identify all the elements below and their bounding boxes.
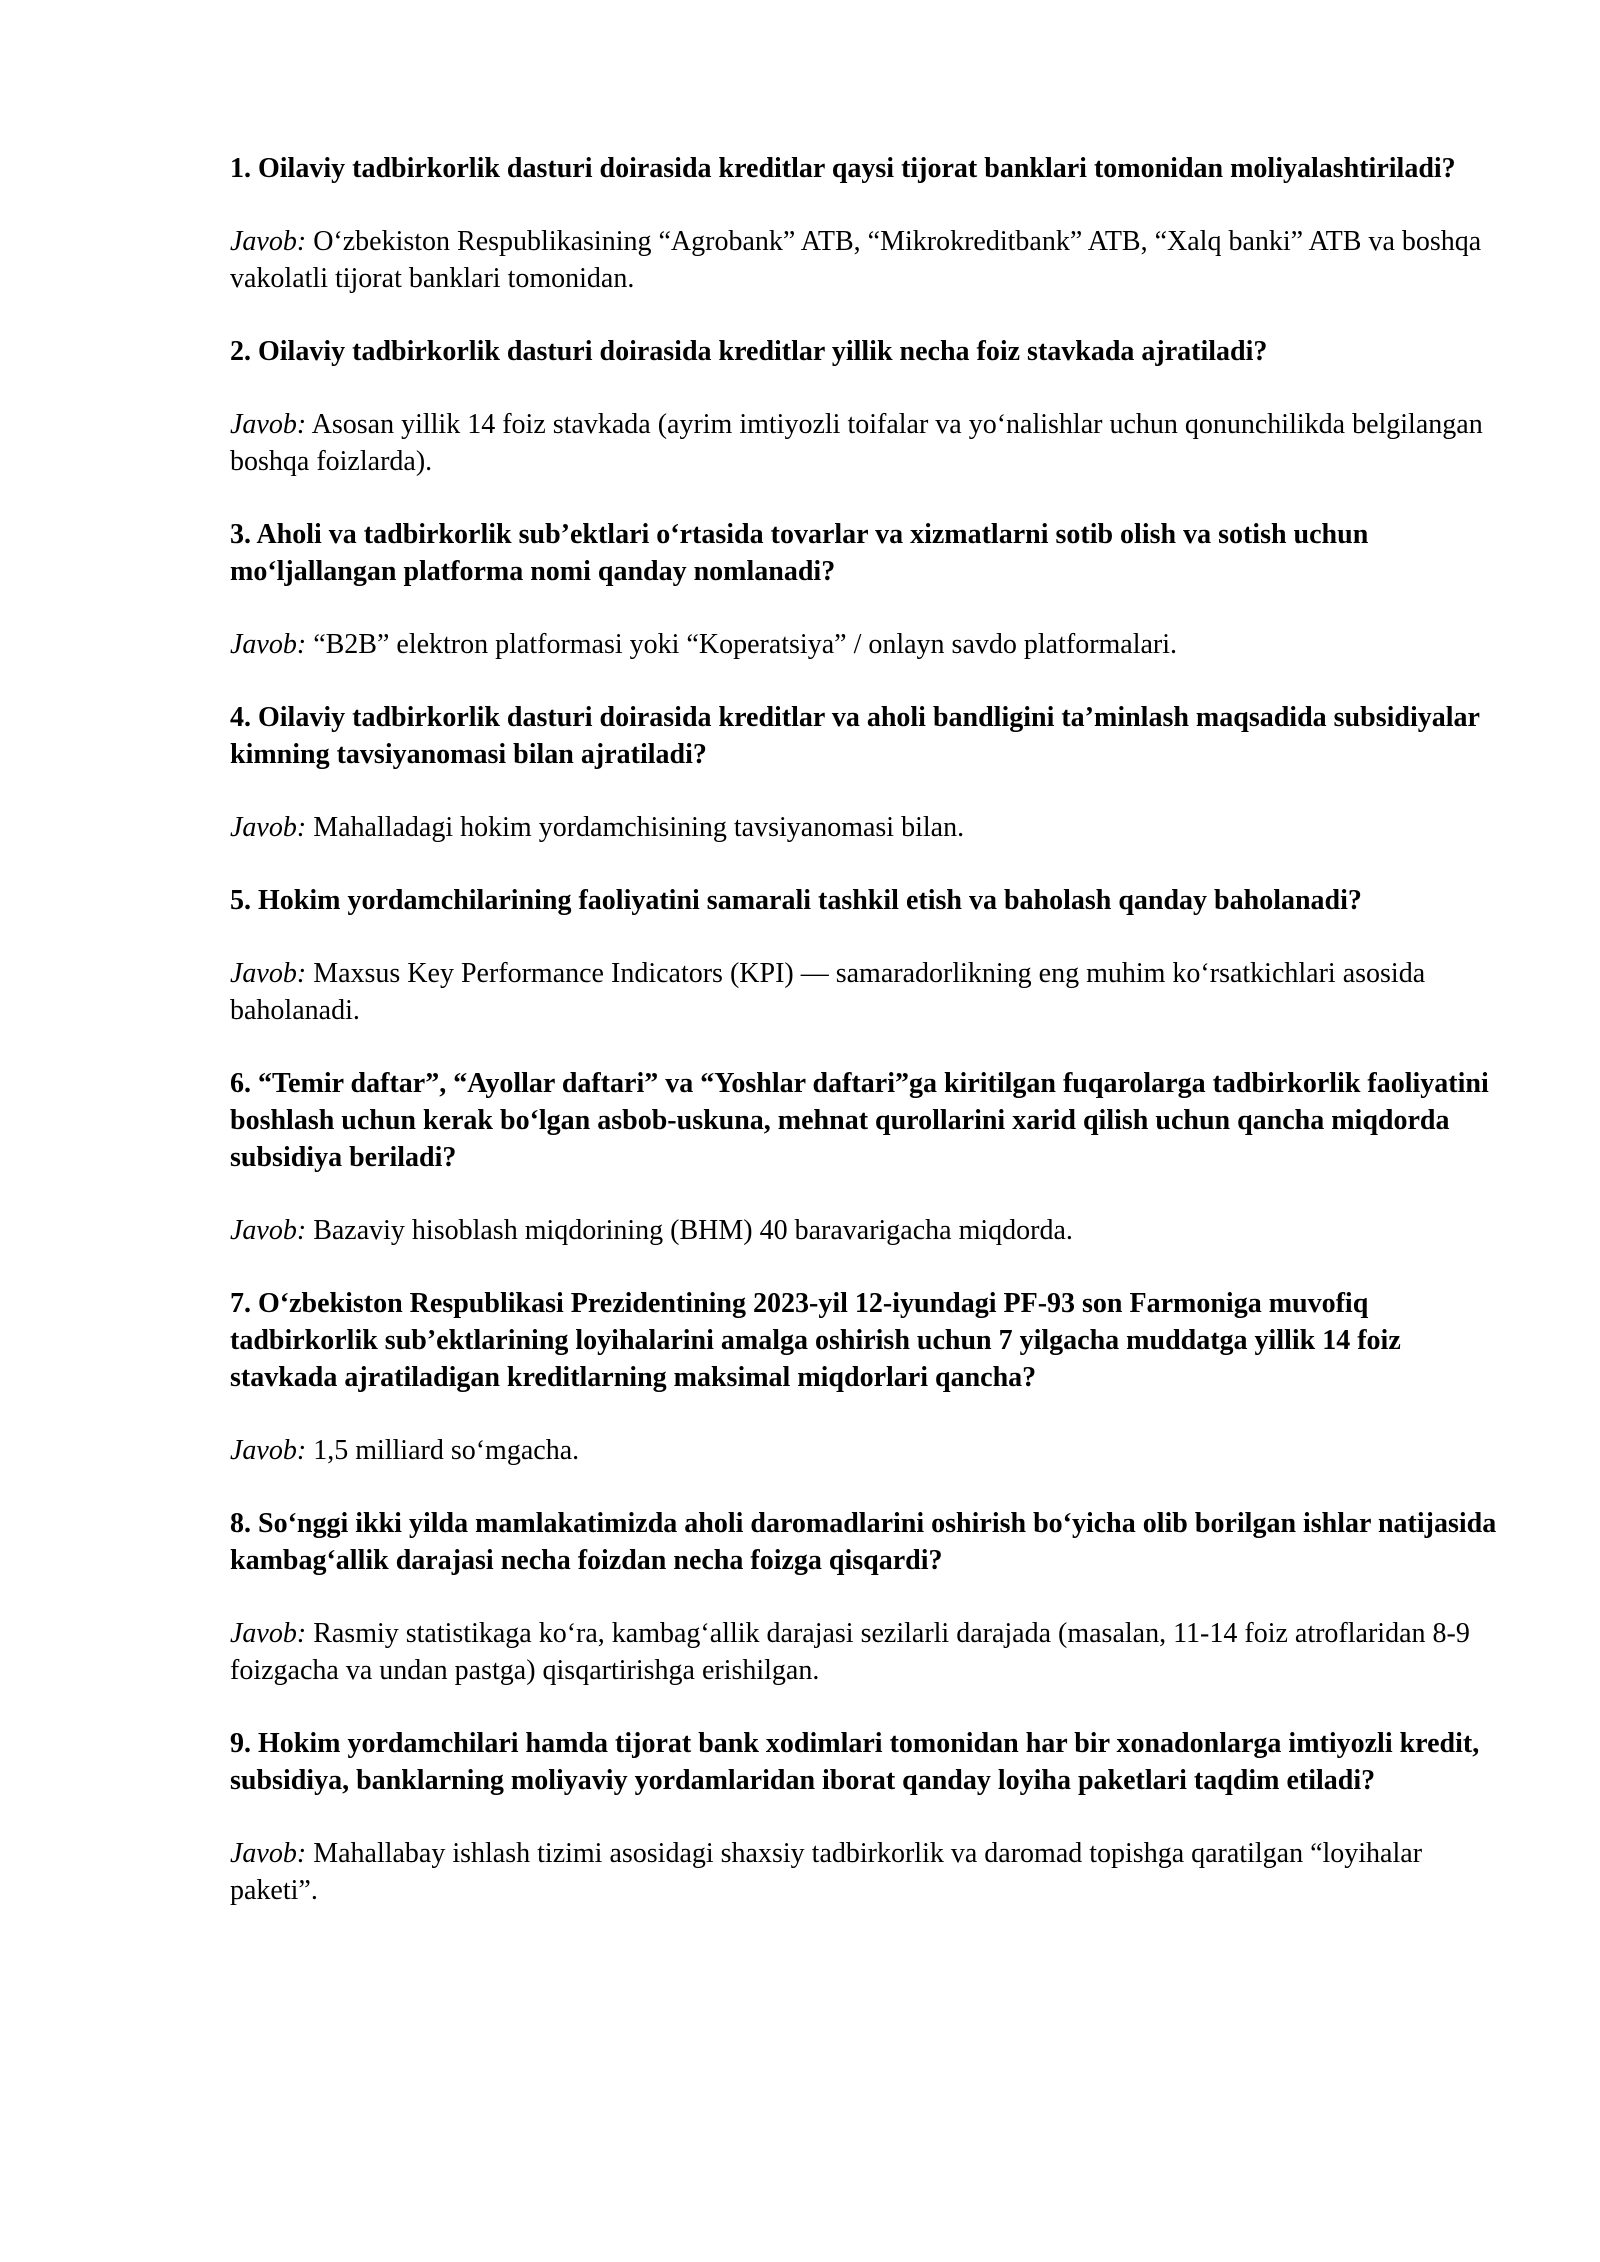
qa-item-6 [230,1065,1500,1249]
answer-6 [230,1212,1500,1249]
qa-item-1 [230,150,1500,297]
answer-label: Javob: [230,1215,307,1246]
answer-2 [230,406,1500,480]
answer-5 [230,955,1500,1029]
answer-label: Javob: [230,1838,307,1869]
qa-item-8 [230,1505,1500,1689]
question-7: 7. O‘zbekiston Respublikasi Prezidentining 2023-yil 12-iyundagi PF-93 son Farmoniga muvofiq tadbirkorlik sub’ektlarining loyihalarini amalga oshirish uchun 7 yilgacha muddatga yillik 14 foiz stavkada ajratiladigan kreditlarning maksimal miqdorlari qancha? [230,1288,1401,1393]
answer-3 [230,626,1500,663]
question-6: 6. “Temir daftar”, “Ayollar daftari” va “Yoshlar daftari”ga kiritilgan fuqarolarga tadbirkorlik faoliyatini boshlash uchun kerak bo‘lgan asbob-uskuna, mehnat qurollarini xarid qilish uchun qancha miqdorda subsidiya beriladi? [230,1068,1489,1173]
answer-7 [230,1432,1500,1469]
question-5: 5. Hokim yordamchilarining faoliyatini samarali tashkil etish va baholash qanday baholanadi? [230,885,1362,916]
qa-item-5 [230,882,1500,1029]
answer-label: Javob: [230,958,307,989]
question-3: 3. Aholi va tadbirkorlik sub’ektlari o‘rtasida tovarlar va xizmatlarni sotib olish va sotish uchun mo‘ljallangan platforma nomi qanday nomlanadi? [230,519,1369,587]
answer-text: Asosan yillik 14 foiz stavkada (ayrim imtiyozli toifalar va yo‘nalishlar uchun qonunchilikda belgilangan boshqa foizlarda). [230,409,1483,477]
qa-item-2 [230,333,1500,480]
question-1: 1. Oilaviy tadbirkorlik dasturi doirasida kreditlar qaysi tijorat banklari tomonidan moliyalashtiriladi? [230,153,1456,184]
answer-text: O‘zbekiston Respublikasining “Agrobank” ATB, “Mikrokreditbank” ATB, “Xalq banki” ATB va boshqa vakolatli tijorat banklari tomonidan. [230,226,1482,294]
answer-label: Javob: [230,812,307,843]
question-8: 8. So‘nggi ikki yilda mamlakatimizda aholi daromadlarini oshirish bo‘yicha olib borilgan ishlar natijasida kambag‘allik darajasi necha foizdan necha foizga qisqardi? [230,1508,1497,1576]
question-4: 4. Oilaviy tadbirkorlik dasturi doirasida kreditlar va aholi bandligini ta’minlash maqsadida subsidiyalar kimning tavsiyanomasi bilan ajratiladi? [230,702,1480,770]
answer-label: Javob: [230,1435,307,1466]
qa-item-7 [230,1285,1500,1469]
qa-item-9 [230,1725,1500,1909]
question-2: 2. Oilaviy tadbirkorlik dasturi doirasida kreditlar yillik necha foiz stavkada ajratiladi? [230,336,1268,367]
qa-item-3 [230,516,1500,663]
answer-4 [230,809,1500,846]
document-content [230,150,1500,1945]
answer-1 [230,223,1500,297]
question-9: 9. Hokim yordamchilari hamda tijorat bank xodimlari tomonidan har bir xonadonlarga imtiyozli kredit, subsidiya, banklarning moliyaviy yordamlaridan iborat qanday loyiha paketlari taqdim etiladi? [230,1728,1480,1796]
answer-label: Javob: [230,226,307,257]
answer-label: Javob: [230,1618,307,1649]
answer-9 [230,1835,1500,1909]
qa-item-4 [230,699,1500,846]
answer-text: Bazaviy hisoblash miqdorining (BHM) 40 baravarigacha miqdorda. [313,1215,1073,1246]
answer-text: Mahallabay ishlash tizimi asosidagi shaxsiy tadbirkorlik va daromad topishga qaratilgan “loyihalar paketi”. [230,1838,1423,1906]
answer-text: 1,5 milliard so‘mgacha. [313,1435,580,1466]
answer-text: Mahalladagi hokim yordamchisining tavsiyanomasi bilan. [313,812,965,843]
answer-label: Javob: [230,629,307,660]
answer-text: Maxsus Key Performance Indicators (KPI) — samaradorlikning eng muhim ko‘rsatkichlari asosida baholanadi. [230,958,1426,1026]
answer-text: “B2B” elektron platformasi yoki “Koperatsiya” / onlayn savdo platformalari. [313,629,1178,660]
answer-8 [230,1615,1500,1689]
answer-text: Rasmiy statistikaga ko‘ra, kambag‘allik darajasi sezilarli darajada (masalan, 11-14 foiz atroflaridan 8-9 foizgacha va undan pastga) qisqartirishga erishilgan. [230,1618,1470,1686]
answer-label: Javob: [230,409,307,440]
